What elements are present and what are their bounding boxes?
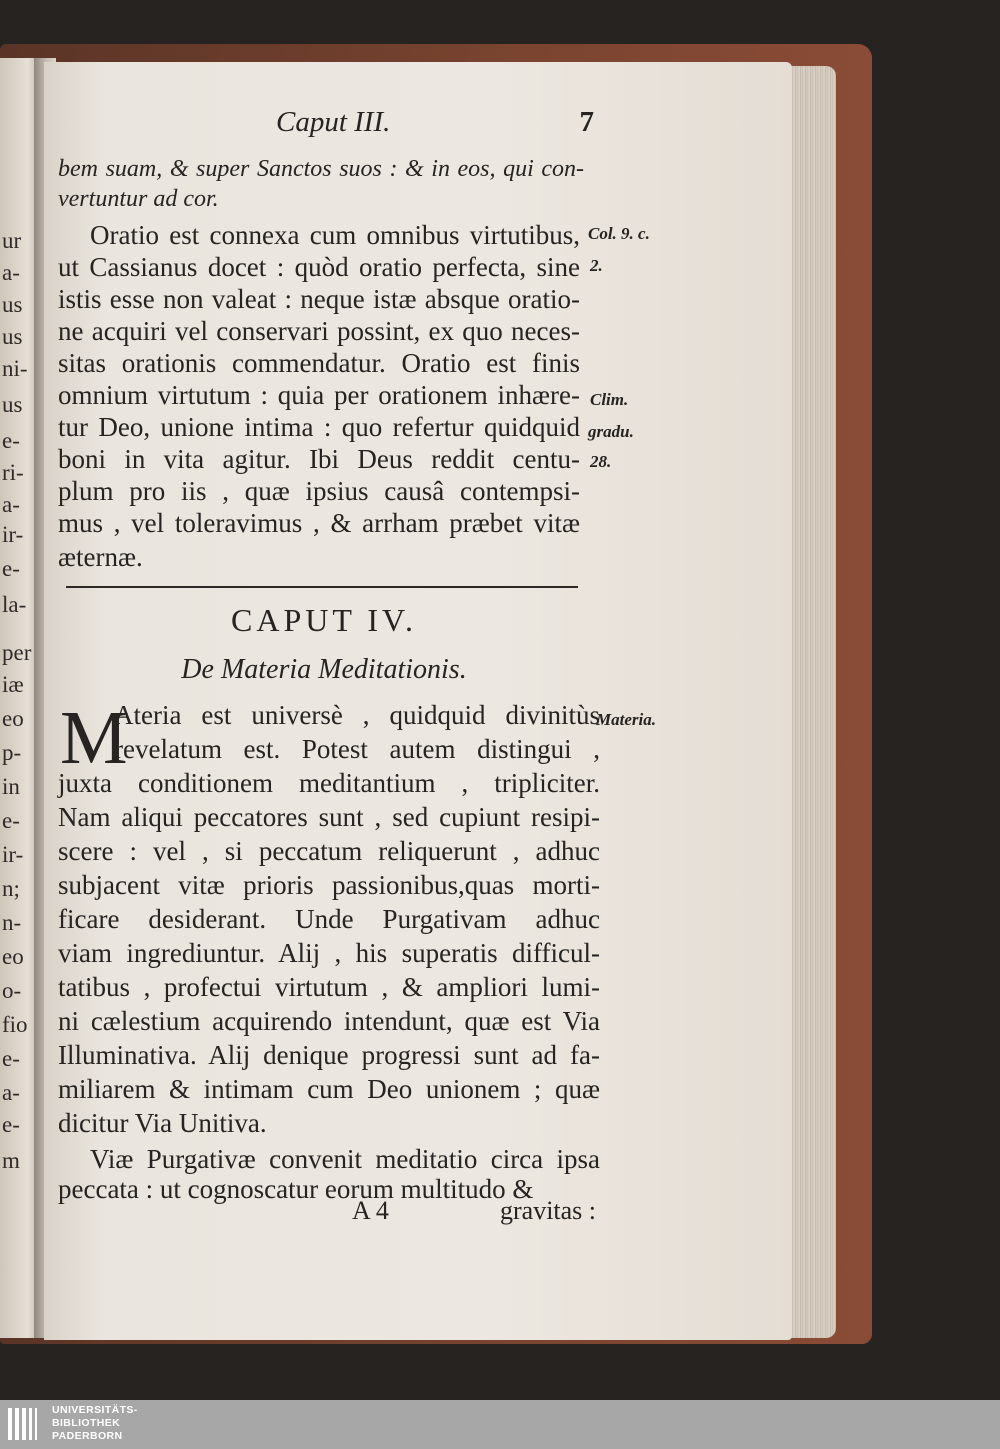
body-line: ni cælestium acquirendo intendunt, quæ est Via — [58, 1006, 600, 1036]
left-page-fragment: ir- — [2, 842, 24, 867]
left-page-fragment: us — [2, 392, 23, 417]
body-line: juxta conditionem meditantium , tripliciter. — [58, 768, 600, 798]
logo-line-3: PADERBORN — [52, 1430, 123, 1442]
running-title: Caput III. — [276, 106, 391, 138]
left-page-fragment: la- — [2, 592, 27, 617]
body-line: tatibus , profectui virtutum , & ampliori lumi- — [58, 972, 600, 1002]
drop-cap: M — [60, 696, 128, 780]
left-page-fragment: us — [2, 324, 23, 349]
left-page-fragment: a- — [2, 492, 20, 517]
left-page-fragment: eo — [2, 944, 24, 969]
left-page-fragment: ir- — [2, 522, 24, 547]
body-line: mus , vel toleravimus , & arrham præbet vitæ — [58, 508, 580, 538]
page-number: 7 — [579, 106, 594, 138]
left-page-fragment: n; — [2, 876, 20, 901]
body-line: dicitur Via Unitiva. — [58, 1108, 267, 1138]
margin-note: Clim. — [590, 390, 629, 409]
left-page-fragment: fio — [2, 1012, 28, 1037]
book-page — [44, 62, 792, 1340]
body-line: vertuntur ad cor. — [58, 186, 219, 212]
signature-mark: A 4 — [352, 1196, 389, 1225]
body-line: ne acquiri vel conservari possint, ex quo neces- — [58, 316, 580, 346]
body-line: Ateria est universè , quidquid divinitùs — [114, 700, 600, 730]
body-line: revelatum est. Potest autem distingui , — [114, 734, 600, 764]
logo-line-1: UNIVERSITÄTS- — [52, 1404, 138, 1416]
body-line: Illuminativa. Alij denique progressi sunt ad fa- — [58, 1040, 600, 1070]
body-line: Viæ Purgativæ convenit meditatio circa ipsa — [90, 1144, 600, 1174]
left-page-fragment: a- — [2, 260, 20, 285]
left-page-fragment: ur — [2, 228, 22, 253]
body-line: omnium virtutum : quia per orationem inhære- — [58, 380, 580, 410]
left-page-fragment: e- — [2, 1046, 20, 1071]
left-page-fragment: ri- — [2, 460, 24, 485]
library-logo-text — [52, 1404, 138, 1443]
logo-line-2: BIBLIOTHEK — [52, 1417, 121, 1429]
body-line: peccata : ut cognoscatur eorum multitudo & — [58, 1174, 534, 1204]
body-line: Oratio est connexa cum omnibus virtutibus, — [90, 220, 580, 250]
left-page-fragment: per — [2, 640, 32, 665]
body-line: scere : vel , si peccatum reliquerunt , adhuc — [58, 836, 600, 866]
body-line: tur Deo, unione intima : quo refertur quidquid — [58, 412, 580, 442]
left-page-fragment: m — [2, 1148, 20, 1173]
left-page-fragment: e- — [2, 428, 20, 453]
margin-note: Col. 9. c. — [588, 224, 650, 243]
left-page-fragment: e- — [2, 1112, 20, 1137]
margin-note-materia: Materia. — [596, 710, 656, 729]
body-line: viam ingrediuntur. Alij , his superatis difficul- — [58, 938, 600, 968]
left-page-fragment: iæ — [2, 672, 24, 697]
left-page-fragment: ni- — [2, 356, 28, 381]
margin-note: gradu. — [588, 422, 634, 441]
margin-note: 2. — [590, 256, 603, 275]
section-rule — [66, 586, 578, 588]
left-page-fragment: a- — [2, 1080, 20, 1105]
body-line: miliarem & intimam cum Deo unionem ; quæ — [58, 1074, 600, 1104]
left-page-fragment: us — [2, 292, 23, 317]
body-line: ut Cassianus docet : quòd oratio perfecta, sine — [58, 252, 580, 282]
body-line: boni in vita agitur. Ibi Deus reddit centu- — [58, 444, 580, 474]
body-line: ficare desiderant. Unde Purgativam adhuc — [58, 904, 600, 934]
left-page-fragment: eo — [2, 706, 24, 731]
body-line: plum pro iis , quæ ipsius causâ contempsi- — [58, 476, 580, 506]
body-line: istis esse non valeat : neque istæ absque oratio- — [58, 284, 580, 314]
left-page-fragment: o- — [2, 978, 22, 1003]
body-line: subjacent vitæ prioris passionibus,quas morti- — [58, 870, 600, 900]
body-line: sitas orationis commendatur. Oratio est finis — [58, 348, 580, 378]
left-page-fragment: p- — [2, 740, 22, 765]
body-line: Nam aliqui peccatores sunt , sed cupiunt resipi- — [58, 802, 600, 832]
body-line: æternæ. — [58, 542, 143, 572]
left-page-fragment: n- — [2, 910, 22, 935]
margin-note: 28. — [590, 452, 612, 471]
library-footer-bar — [0, 1400, 1000, 1449]
chapter-heading: CAPUT IV. — [231, 602, 417, 638]
catchword: gravitas : — [500, 1196, 597, 1225]
left-page-fragment: e- — [2, 808, 20, 833]
library-logo-icon — [6, 1404, 46, 1444]
left-page-fragment: e- — [2, 556, 20, 581]
chapter-subtitle: De Materia Meditationis. — [181, 654, 467, 685]
body-line: bem suam, & super Sanctos suos : & in eos, qui con- — [58, 156, 584, 182]
left-page-fragment: in — [2, 774, 20, 799]
